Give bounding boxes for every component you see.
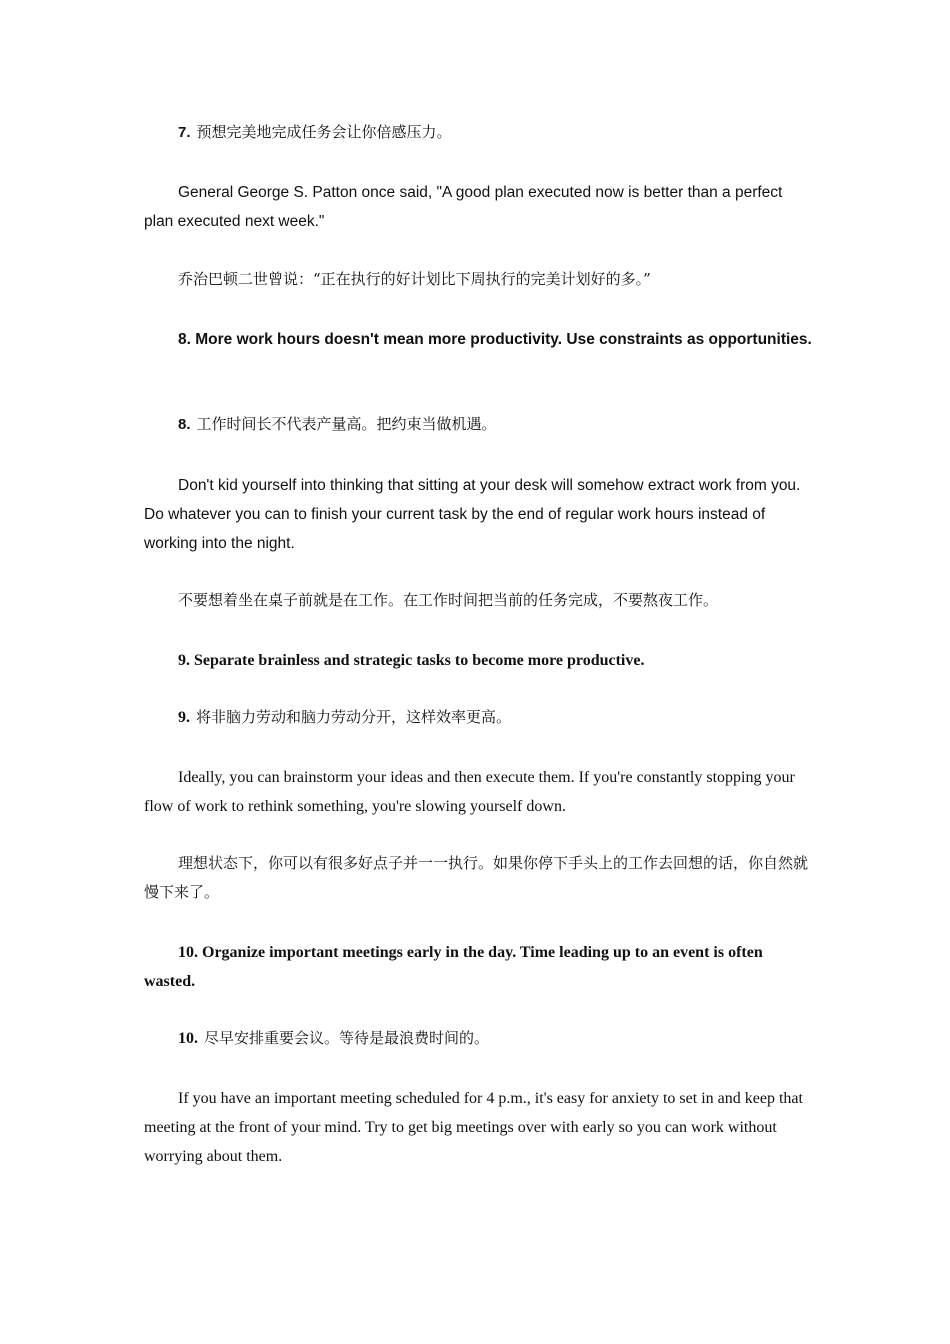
item-10-chinese-heading	[144, 1024, 812, 1053]
item-number: 7.	[178, 124, 191, 141]
heading-text: 工作时间长不代表产量高。把约束当做机遇。	[196, 415, 497, 433]
item-7-english-body: General George S. Patton once said, "A good plan executed now is better than a perfect plan executed next week."	[144, 184, 783, 230]
heading-text: 将非脑力劳动和脑力劳动分开，这样效率更高。	[196, 708, 512, 726]
item-9-chinese-heading	[144, 703, 812, 732]
item-9-english-heading: 9. Separate brainless and strategic tasks to become more productive.	[178, 652, 645, 669]
item-8-chinese-body: 不要想着坐在桌子前就是在工作。在工作时间把当前的任务完成，不要熬夜工作。	[178, 591, 719, 609]
item-7-chinese-body: 乔治巴顿二世曾说：“正在执行的好计划比下周执行的完美计划好的多。”	[178, 270, 651, 288]
item-10-english-heading: 10. Organize important meetings early in the day. Time leading up to an event is often wasted.	[144, 944, 763, 990]
item-9-english-body: Ideally, you can brainstorm your ideas and then execute them. If you're constantly stopping your flow of work to rethink something, you're slowing yourself down.	[144, 769, 795, 815]
heading-text: 尽早安排重要会议。等待是最浪费时间的。	[204, 1029, 490, 1047]
item-10-english-body: If you have an important meeting scheduled for 4 p.m., it's easy for anxiety to set in and keep that meeting at the front of your mind. Try to get big meetings over with early so you can work without worrying about them.	[144, 1090, 803, 1165]
item-number: 9.	[178, 709, 190, 726]
item-number: 10.	[178, 1030, 198, 1047]
heading-text: 预想完美地完成任务会让你倍感压力。	[196, 123, 452, 141]
item-number: 8.	[178, 416, 191, 433]
item-7-chinese-heading	[144, 118, 812, 147]
item-8-english-body: Don't kid yourself into thinking that sitting at your desk will somehow extract work from you. Do whatever you can to finish your current task by the end of regular work hours instead of working into the night.	[144, 477, 801, 552]
item-8-chinese-heading	[144, 410, 812, 439]
item-8-english-heading: 8. More work hours doesn't mean more productivity. Use constraints as opportunities.	[178, 331, 812, 348]
item-9-chinese-body: 理想状态下，你可以有很多好点子并一一执行。如果你停下手头上的工作去回想的话，你自然就慢下来了。	[144, 854, 809, 901]
